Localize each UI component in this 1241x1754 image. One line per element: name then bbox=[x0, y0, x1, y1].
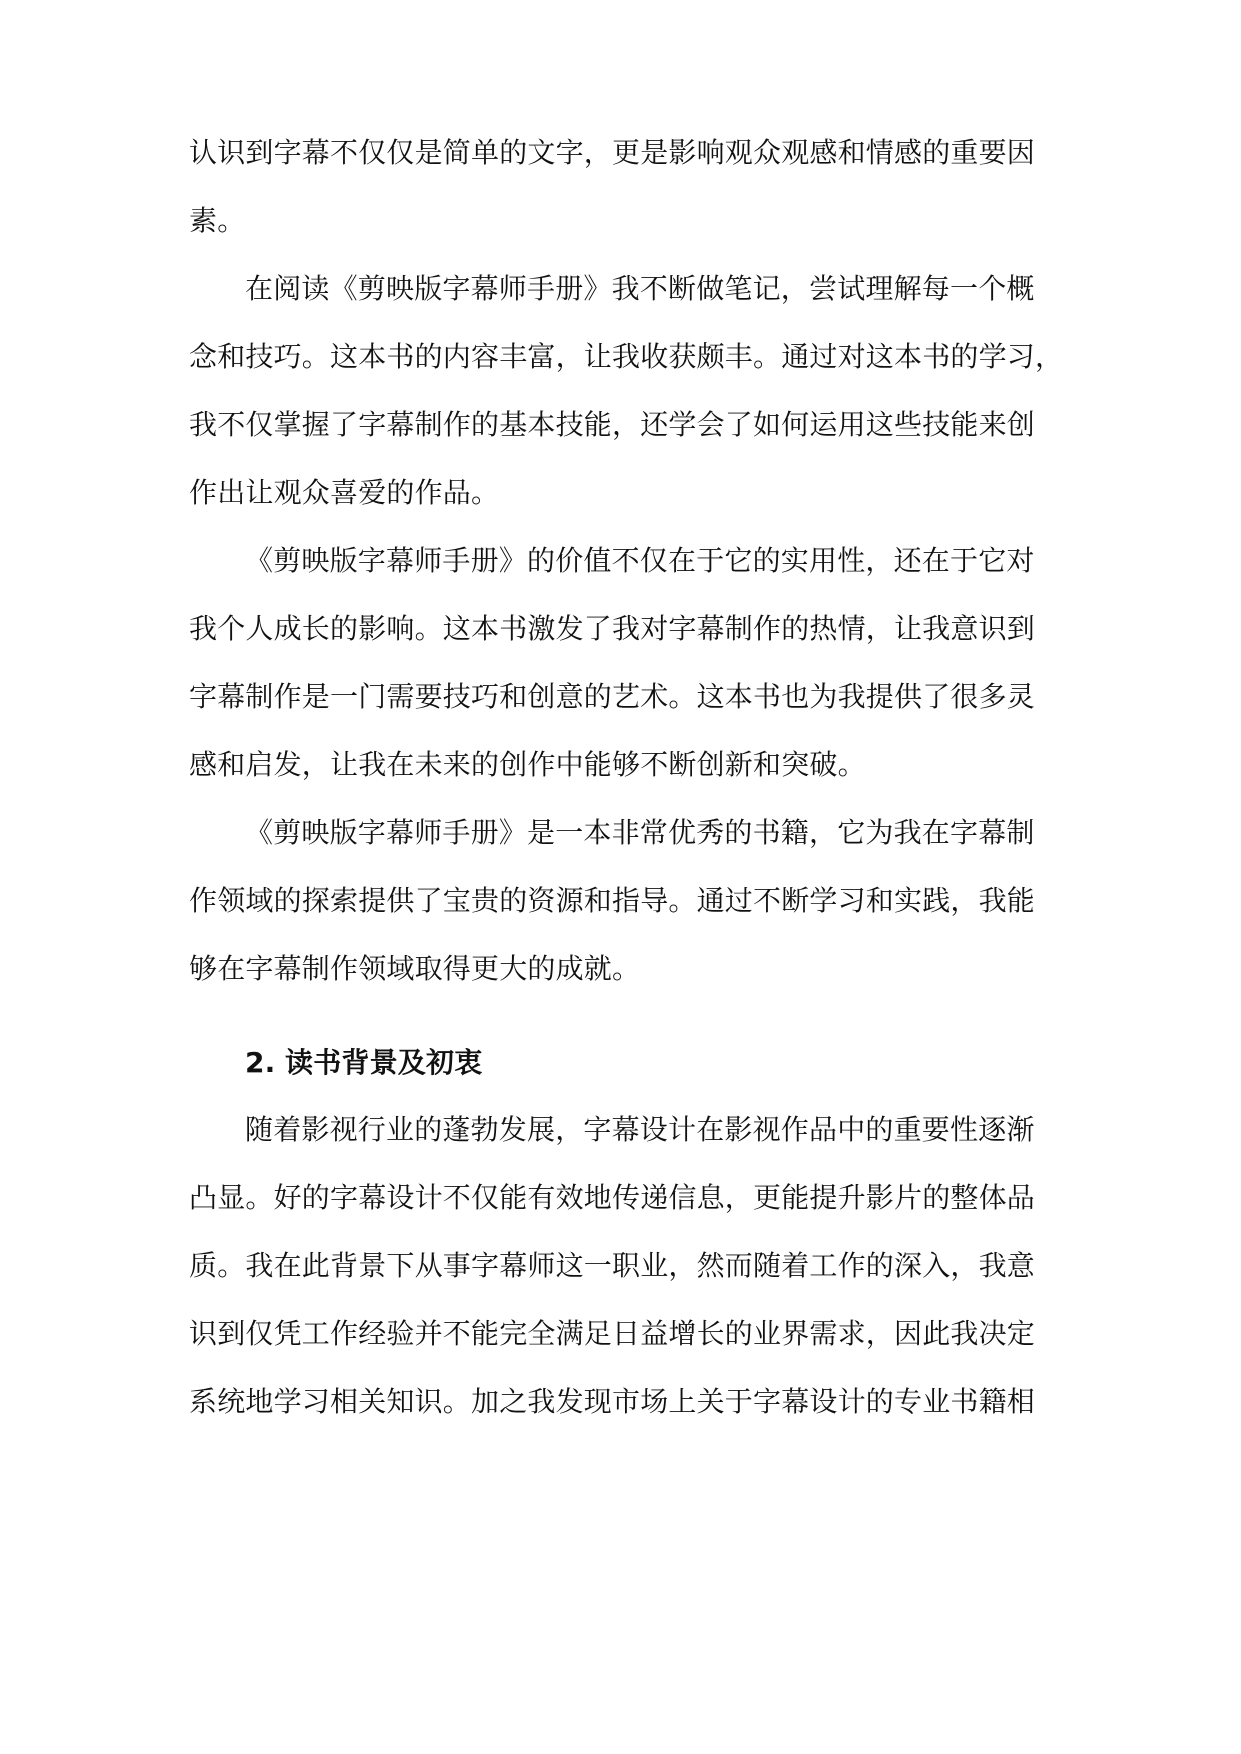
paragraph-line: 念和技巧。这本书的内容丰富，让我收获颇丰。通过对这本书的学习， bbox=[189, 340, 1064, 373]
paragraph-line: 识到仅凭工作经验并不能完全满足日益增长的业界需求，因此我决定 bbox=[189, 1317, 1036, 1350]
paragraph-line: 我不仅掌握了字幕制作的基本技能，还学会了如何运用这些技能来创 bbox=[189, 408, 1036, 441]
paragraph-line: 凸显。好的字幕设计不仅能有效地传递信息，更能提升影片的整体品 bbox=[189, 1181, 1036, 1214]
paragraph-line: 素。 bbox=[189, 204, 246, 237]
paragraph-line: 作出让观众喜爱的作品。 bbox=[189, 476, 500, 509]
paragraph-line: 在阅读《剪映版字幕师手册》我不断做笔记，尝试理解每一个概 bbox=[245, 272, 1035, 305]
paragraph-line: 认识到字幕不仅仅是简单的文字，更是影响观众观感和情感的重要因 bbox=[189, 136, 1036, 169]
section-number: 2. bbox=[245, 1046, 276, 1079]
paragraph-line: 字幕制作是一门需要技巧和创意的艺术。这本书也为我提供了很多灵 bbox=[189, 680, 1036, 713]
paragraph-line: 随着影视行业的蓬勃发展，字幕设计在影视作品中的重要性逐渐 bbox=[245, 1113, 1035, 1146]
paragraph-line: 《剪映版字幕师手册》是一本非常优秀的书籍，它为我在字幕制 bbox=[245, 816, 1035, 849]
section-title: 读书背景及初衷 bbox=[285, 1046, 483, 1079]
paragraph-line: 够在字幕制作领域取得更大的成就。 bbox=[189, 952, 641, 985]
paragraph-line: 《剪映版字幕师手册》的价值不仅在于它的实用性，还在于它对 bbox=[245, 544, 1035, 577]
paragraph-line: 系统地学习相关知识。加之我发现市场上关于字幕设计的专业书籍相 bbox=[189, 1385, 1036, 1418]
paragraph-line: 我个人成长的影响。这本书激发了我对字幕制作的热情，让我意识到 bbox=[189, 612, 1036, 645]
paragraph-line: 作领域的探索提供了宝贵的资源和指导。通过不断学习和实践，我能 bbox=[189, 884, 1036, 917]
paragraph-line: 感和启发，让我在未来的创作中能够不断创新和突破。 bbox=[189, 748, 866, 781]
paragraph-line: 质。我在此背景下从事字幕师这一职业，然而随着工作的深入，我意 bbox=[189, 1249, 1036, 1282]
